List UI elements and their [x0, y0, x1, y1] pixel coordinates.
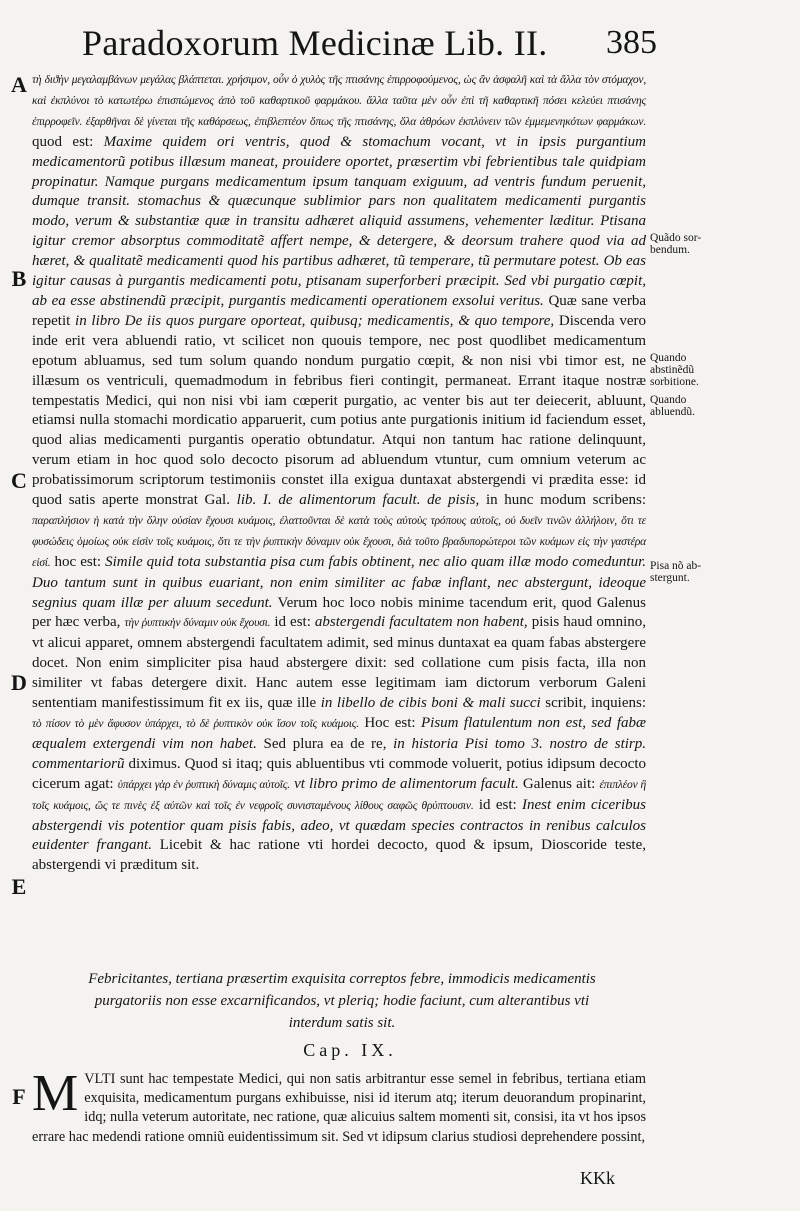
margin-letter-d: D	[11, 670, 27, 695]
latin-translation: Maxime quidem ori ventris, quod & stomachum vocant, vt in ipsis purgantium medicamentorũ potibus illæsum maneat, prouidere oportet, præsertim vbi febrientibus tale quidpiam propinatur. Namque purgans medicamentum ipsum tanquam exiguum, ad ventris fundum peruenit, dumque transit. stomachus & quæcunque sublimior pars non qualitatem medicamenti purgantis modo, verum & substantiæ quæ in transitu adhæret aliquid assumens, vehementer læditur. Ptisana igitur cremor absorptus commoditatẽ affert nempe, & detergere, & deorsum trahere quod via ad hæret, & qualitatẽ medicamenti quod his partibus adhæret, tũ temperare, tũ permutare potest. Ob eas igitur causas à purgantis medicamenti potu, ptisanam superforberi præcipit. Sed vbi purgatio cœpit, ab ea esse abstinendũ præcipit, purgantis medicamenti operationem exsolui veritus.	[32, 133, 646, 309]
book-citation: in libello de cibis boni & mali succi	[320, 695, 541, 712]
greek-quotation: τὴν ῥυπτικὴν δύναμιν οὐκ ἔχουσι.	[124, 617, 271, 630]
running-header	[0, 14, 800, 72]
sidenote-sorbendum: Quãdo sor-bendum.	[650, 232, 702, 256]
latin-text: id est:	[274, 614, 311, 631]
latin-text: pisis haud omnino, vt alicui apparet, omnem abstergendi facultatem adimit, sed minus duntaxat ea quam fabas abstergere docet. Non enim simpliciter pisa haud abstergere dixit: sed collatione cum pisis facta, illa non similiter vt fabas detergere dixit. Hanc autem esse legitimam iam dictorum verborum Galeni sententiam manifestissimum fit ex iis, quæ ille	[32, 614, 646, 712]
latin-text: Sed plura ea de re,	[263, 735, 387, 752]
latin-text: Discenda vero inde erit vera abluendi ratio, vt scilicet non quouis tempore, nec post quodlibet medicamentum epotum abluamus, sed tum solum quando nondum purgatio cœpit, & non nisi vbi timor est, ne illæsum os ventriculi, quemadmodum in febribus fieri contingit, permaneat. Errant itaque nostræ tempestatis Medici, qui non nisi vbi iam cœperit purgatio, ac venter bis aut ter deiecerit, abluunt, etiamsi nulla stomachi mordicatio apparuerit, cum potius ante purgationis initium id faciendum esset, quod alias medicamenti purgantis operatio obtundatur. Atqui non tantum hac ratione delinquunt, verum etiam in hoc quod solo decocto pisorum ad abluendum vtuntur, cum omnium veterum ac probatissimorum scriptorum testimoniis constet illa exigua duntaxat abstergendi vi prædita esse: id quod satis aperte monstrat Gal.	[32, 312, 647, 509]
latin-text: in hunc modum scribens:	[485, 492, 646, 509]
greek-quotation: ἐπιπλέον ἢ τοῖς κυάμοις, ὥς τε πινὲς ἐξ αὐτῶν καὶ τοῖς ἐν νεφροῖς συνισταμένους λίθους σαφῶς θρύπτουσιν.	[32, 778, 647, 812]
sidenote-abstinendum: Quando abstinẽdũ sorbitione.	[650, 352, 699, 388]
signature-mark: KKk	[580, 1168, 615, 1188]
latin-text: scribit, inquiens:	[545, 695, 647, 712]
book-citation: lib. I. de alimentorum facult. de pisis,	[236, 492, 480, 509]
book-citation: in libro De iis quos purgare oporteat, quibusq; medicamentis, & quo tempore,	[75, 312, 555, 329]
greek-quotation: παραπλήσιον ἡ κατὰ τὴν ὅλην οὐσίαν ἔχουσι κυάμοις, ἐλαττοῦνται δὲ κατὰ τοὺς αὐτοὺς τρόπους αὐτοῖς, οὐ δυεῖν τινῶν ἀλλήλοιν, ὅτι τε φυσώδεις ὁμοίως οὐκ εἰσὶν τοῖς κυάμοις, ὅτι τε τὴν ῥυπτικὴν δύναμιν οὐκ ἔχουσι, διὰ τοῦτο βραδυπορώτεροι τῶν κυάμων εἰς τὴν γαστέρα εἰσί.	[32, 514, 646, 569]
chapter-opening: VLTI sunt hac tempestate Medici, qui non satis arbitrantur esse semel in febribus, tertiana etiam exquisita, medicamentum purgans exhibuisse, nisi id iterum atq; iterum deuorandum propinarint, idq; nulla veterum autoritate, nec ratione, quæ alicuius saltem momenti sit, consisi, ita vt hos ipsos errare hac medendi ratione omniũ euidentissimum sit. Sed vt idipsum clarius studiosi deprehendere possint,	[32, 1071, 646, 1145]
paragraph-1	[32, 70, 646, 876]
sidenote-abluendum: Quando abluendũ.	[650, 394, 696, 418]
margin-letter-b: B	[11, 266, 27, 291]
drop-capital: M	[32, 1065, 79, 1122]
latin-text: quod est:	[32, 133, 94, 150]
latin-text: hoc est:	[54, 553, 102, 570]
latin-translation: abstergendi facultatem non habent,	[314, 614, 528, 631]
latin-translation: Inest enim ciceribus abstergendi vis potentior quam pisis fabis, adeo, vt quædam species contractos in renibus calculos euidenter frangant.	[32, 796, 647, 854]
latin-translation: Pisum flatulentum non est, sed fabæ æqualem extergendi vim non habet.	[32, 715, 647, 752]
latin-text: Galenus ait:	[522, 775, 596, 792]
margin-letter-e: E	[11, 874, 27, 899]
latin-text: diximus. Quod si itaq; quis abluentibus vti commode voluerit, potius idipsum decocto cicerum agat:	[32, 755, 647, 792]
greek-quotation: τὴ διϑὴν μεγαλαμβάνων μεγάλας βλάπτεται. χρήσιμον, οὖν ὁ χυλὸς τῆς πτισάνης ἐπιρροφούμενος, ὡς ἂν ἀσφαλῆ καὶ τὰ ἄλλα τὸν στόμαχον, καὶ ἐκπλύνοι τὸ κατωτέρω ἐπισπώμενος ἀπὸ τοῦ καθαρτικοῦ φαρμάκου. ἄλλα ταῦτα μὲν οὖν ἐπὶ τῆ καθαρτικῆ πόσει κελεύει πτισάνης ἐπιρροφεῖν. ἐξαρθῆναι δὲ γίνεται τῆς καθάρσεως, ἐπιβλεπτέον ὅπως τῆς πτισάνης, ὅλα ἀθρόων ἐκπλύνειν τῶν ἐμμεμενηκότων φαρμάκων.	[32, 74, 646, 128]
greek-quotation: τὸ πίσον τὸ μὲν ἄφυσον ὑπάρχει, τὸ δὲ ῥυπτικὸν οὐκ ἴσον τοῖς κυάμοις.	[32, 718, 359, 730]
latin-text: Hoc est:	[364, 715, 416, 731]
margin-letter-c: C	[11, 468, 27, 493]
sidenote-pisa: Pisa nõ ab-stergunt.	[650, 560, 702, 584]
main-text	[32, 70, 646, 876]
latin-text: Licebit & hac ratione vti hordei decocto, quod & ipsum, Dioscoride teste, abstergendi vi præditum sit.	[32, 837, 646, 874]
book-citation: in historia Pisi tomo 3. nostro de stirp. commentariorũ	[32, 735, 647, 772]
latin-text: Verum hoc loco nobis minime tacendum erit, quod Galenus per hæc verba,	[32, 594, 646, 631]
chapter-argument: Febricitantes, tertiana præsertim exquisita correptos febre, immodicis medicamentis purgatoriis non esse excarnificandos, vt pleriq; hodie faciunt, cum alterantibus vti interdum satis sit.	[88, 971, 596, 1031]
chapter-heading: Cap. IX.	[303, 1040, 397, 1060]
chapter-text	[32, 1065, 646, 1147]
running-title: Paradoxorum Medicinæ Lib. II.	[82, 23, 548, 63]
latin-translation: Simile quid tota substantia pisa cum fabis obtinent, nec alio quam illæ modo comeduntur. Duo tantum sunt in quibus euariant, non enim similiter ac fabæ inflant, nec abstergunt, ideoque segnius quam illæ per aluum secedunt.	[32, 553, 646, 611]
greek-quotation: ὑπάρχει γὰρ ἐν ῥυπτικὴ δύναμις αὐτοῖς.	[117, 778, 290, 791]
margin-letter-a: A	[11, 72, 27, 97]
latin-text: Quæ sane verba repetit	[32, 292, 646, 329]
margin-letter-f: F	[12, 1084, 26, 1109]
latin-text: id est:	[478, 796, 517, 813]
page-number: 385	[606, 24, 657, 61]
book-citation: vt libro primo de alimentorum facult.	[294, 775, 519, 792]
